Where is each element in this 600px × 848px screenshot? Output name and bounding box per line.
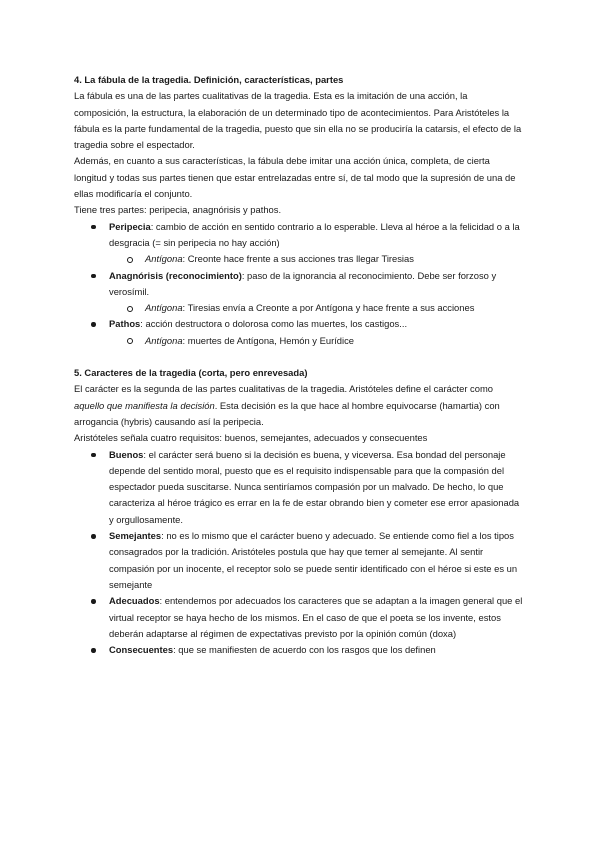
fable-parts-list (74, 219, 524, 349)
sub-list-item (109, 251, 524, 267)
definition-anagnorisis: : paso de la ignorancia al reconocimiento. Debe ser forzoso y verosímil. (109, 269, 497, 297)
definition-buenos: : el carácter será bueno si la decisión es buena, y viceversa. Esa bondad del personaje depende del sentido moral, puesto que es el requisito indispensable para que la compasión del espectador pueda suscitarse. Nunca sentiríamos compasión por un malvado. De hecho, lo que caracteriza al héroe trágico es errar en la fe de estar obrando bien y cometer ese error apasionada y orgullosamente. (109, 448, 520, 525)
definition-semejantes: : no es lo mismo que el carácter bueno y adecuado. Se entiende como fiel a los tipos consagrados por la tradición. Aristóteles postula que hay que temer al semejante. Al sentir compasión por un inocente, el receptor solo se puede sentir identificado con el héroe si este es un semejante (109, 530, 518, 590)
section-4-paragraph-2: Además, en cuanto a sus características, la fábula debe imitar una acción única, completa, de cierta longitud y todas sus partes tienen que estar entrelazadas entre sí, de tal modo que la supresión de una de ellas modificaría el conjunto. (74, 155, 516, 200)
term-semejantes: Semejantes (109, 530, 162, 542)
section-5-paragraph-1 (74, 381, 524, 430)
section-5-heading: 5. Caracteres de la tragedia (corta, pero enrevesada) (74, 367, 308, 379)
sub-list (109, 300, 524, 316)
sub-list-item (109, 333, 524, 349)
definition-peripecia: : cambio de acción en sentido contrario a lo esperable. Lleva al héroe a la felicidad o a la desgracia (= sin peripecia no hay acción) (109, 220, 520, 248)
term-pathos: Pathos (109, 318, 141, 330)
section-4-paragraph-3: Tiene tres partes: peripecia, anagnórisis y pathos. (74, 204, 282, 216)
list-item-buenos (74, 447, 524, 528)
definition-consecuentes: : que se manifiesten de acuerdo con los rasgos que los definen (173, 644, 436, 656)
list-item-anagnorisis (74, 268, 524, 317)
list-item-semejantes (74, 528, 524, 593)
document-page (74, 72, 524, 658)
sub-list (109, 333, 524, 349)
section-5-paragraph-2: Aristóteles señala cuatro requisitos: buenos, semejantes, adecuados y consecuentes (74, 432, 428, 444)
section-4-heading: 4. La fábula de la tragedia. Definición, características, partes (74, 74, 344, 85)
term-consecuentes: Consecuentes (109, 644, 174, 656)
list-item-peripecia (74, 219, 524, 268)
character-requirements-list (74, 447, 524, 659)
paragraph-text: El carácter es la segunda de las partes cualitativas de la tragedia. Aristóteles define el carácter como (74, 383, 493, 395)
term-adecuados: Adecuados (109, 595, 160, 607)
section-spacer (74, 349, 524, 365)
emphasized-quote: aquello que manifiesta la decisión (74, 399, 215, 411)
example-text: : Tiresias envía a Creonte a por Antígona y hace frente a sus acciones (182, 302, 475, 314)
sub-list (109, 251, 524, 267)
paragraph-text: . Esta decisión es la que hace al hombre equivocarse (hamartia) con arrogancia (hybris) causando así la peripecia. (74, 399, 500, 427)
example-text: : Creonte hace frente a sus acciones tras llegar Tiresias (182, 253, 414, 265)
example-title: Antígona (145, 253, 183, 265)
definition-pathos: : acción destructora o dolorosa como las muertes, los castigos... (140, 318, 408, 330)
term-anagnorisis: Anagnórisis (reconocimiento) (109, 269, 242, 281)
term-buenos: Buenos (109, 448, 144, 460)
sub-list-item (109, 300, 524, 316)
section-4-paragraph-1: La fábula es una de las partes cualitativas de la tragedia. Esta es la imitación de una acción, la composición, la estructura, la elaboración de un determinado tipo de acontecimientos. Para Aristóteles la fábula es la parte fundamental de la tragedia, puesto que sin ella no se produciría la catarsis, el efecto de la tragedia sobre el espectador. (74, 90, 522, 151)
example-title: Antígona (145, 302, 183, 314)
list-item-adecuados (74, 593, 524, 642)
list-item-pathos (74, 316, 524, 349)
example-title: Antígona (145, 334, 183, 346)
list-item-consecuentes (74, 642, 524, 658)
definition-adecuados: : entendemos por adecuados los caracteres que se adaptan a la imagen general que el virtual receptor se haya hecho de los mismos. En el caso de que el poeta se los invente, estos deberán adaptarse al régimen de expectativas previsto por la opinión común (doxa) (109, 595, 523, 639)
example-text: : muertes de Antígona, Hemón y Eurídice (182, 334, 354, 346)
term-peripecia: Peripecia (109, 220, 151, 232)
